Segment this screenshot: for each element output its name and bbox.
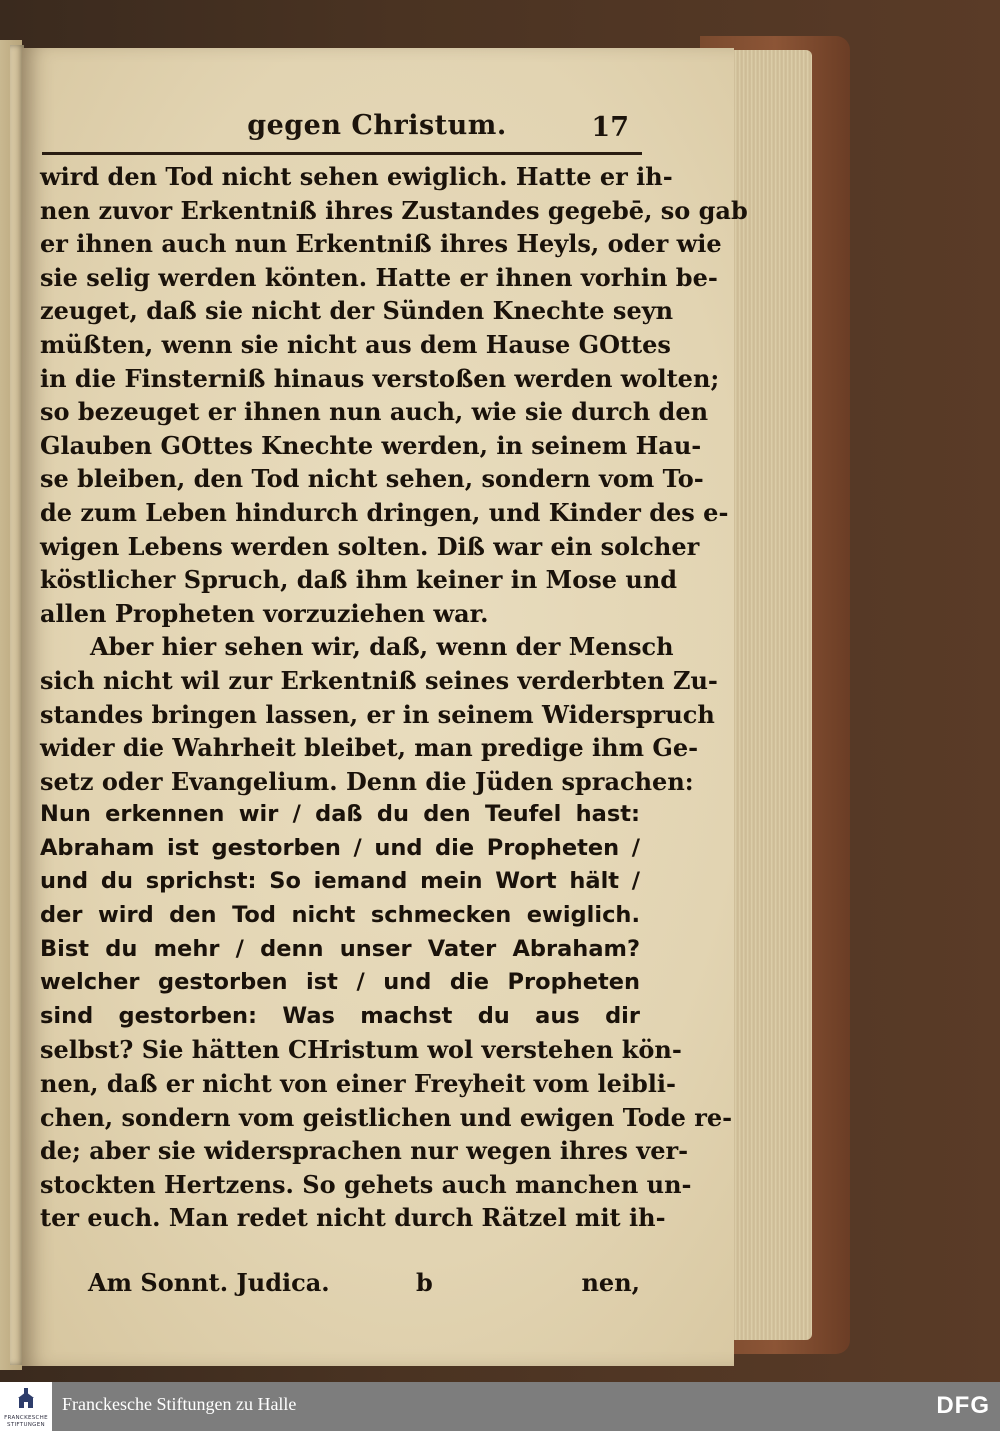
- text-line: wigen Lebens werden solten. Diß war ein solcher: [40, 531, 700, 561]
- text-line: sich nicht wil zur Erkentniß seines verderbten Zu-: [40, 665, 718, 695]
- text-line: setz oder Evangelium. Denn die Jüden sprachen:: [40, 766, 694, 796]
- running-title: gegen Christum.: [247, 110, 507, 141]
- text-line: sind gestorben: Was machst du aus dir: [40, 1002, 640, 1029]
- text-line: selbst? Sie hätten CHristum wol verstehen kön-: [40, 1035, 682, 1065]
- text-line: und du sprichst: So iemand mein Wort hält /: [40, 868, 640, 895]
- text-line: se bleiben, den Tod nicht sehen, sondern vom To-: [40, 464, 704, 494]
- signature-text: Am Sonnt. Judica.: [88, 1268, 330, 1297]
- viewer-footer-bar: [0, 1382, 1000, 1431]
- text-line: wird den Tod nicht sehen ewiglich. Hatte er ih-: [40, 162, 673, 191]
- text-line: so bezeuget er ihnen nun auch, wie sie durch den: [40, 397, 709, 427]
- text-line: Aber hier sehen wir, daß, wenn der Mensch: [90, 632, 674, 662]
- text-line: Nun erkennen wir / daß du den Teufel hast:: [40, 801, 640, 828]
- text-line: Bist du mehr / denn unser Vater Abraham?: [40, 935, 640, 962]
- text-line: de zum Leben hindurch dringen, und Kinder des e-: [40, 497, 729, 527]
- text-line: müßten, wenn sie nicht aus dem Hause GOttes: [40, 329, 671, 359]
- signature-mark: b: [416, 1268, 433, 1297]
- text-line: in die Finsterniß hinaus verstoßen werden wolten;: [40, 363, 720, 393]
- page-number: 17: [591, 112, 629, 143]
- catchword: nen,: [581, 1268, 640, 1297]
- page-footer: [40, 1268, 640, 1302]
- body-text: [40, 160, 748, 1235]
- building-emblem-icon: [17, 1388, 35, 1410]
- text-line: wider die Wahrheit bleibet, man predige ihm Ge-: [40, 733, 699, 763]
- text-line: Abraham ist gestorben / und die Propheten /: [40, 834, 640, 861]
- text-line: köstlicher Spruch, daß ihm keiner in Mose und: [40, 565, 678, 595]
- text-line: chen, sondern vom geistlichen und ewigen Tode re-: [40, 1102, 733, 1132]
- text-line: stockten Hertzens. So gehets auch manchen un-: [40, 1169, 692, 1199]
- text-line: ter euch. Man redet nicht durch Rätzel mit ih-: [40, 1203, 666, 1233]
- text-line: nen zuvor Erkentniß ihres Zustandes gegebē, so gab: [40, 195, 748, 225]
- text-line: zeuget, daß sie nicht der Sünden Knechte seyn: [40, 296, 674, 326]
- text-line: nen, daß er nicht von einer Freyheit vom leibli-: [40, 1069, 676, 1099]
- logo-caption: FRANCKESCHE STIFTUNGEN: [4, 1415, 48, 1428]
- header-rule: [42, 152, 642, 155]
- text-line: welcher gestorben ist / und die Propheten: [40, 969, 640, 996]
- dfg-logo[interactable]: DFG: [936, 1392, 990, 1419]
- text-line: er ihnen auch nun Erkentniß ihres Heyls, oder wie: [40, 229, 722, 259]
- book-page: [22, 48, 748, 1366]
- text-line: standes bringen lassen, er in seinem Widerspruch: [40, 699, 715, 729]
- franckesche-logo[interactable]: [0, 1382, 52, 1431]
- text-line: de; aber sie widersprachen nur wegen ihres ver-: [40, 1136, 689, 1166]
- institution-name[interactable]: Franckesche Stiftungen zu Halle: [62, 1394, 297, 1414]
- running-head: [40, 110, 714, 150]
- text-line: der wird den Tod nicht schmecken ewiglich.: [40, 902, 640, 929]
- text-line: allen Propheten vorzuziehen war.: [40, 598, 489, 628]
- text-line: sie selig werden könten. Hatte er ihnen vorhin be-: [40, 262, 718, 292]
- text-line: Glauben GOttes Knechte werden, in seinem Hau-: [40, 430, 702, 460]
